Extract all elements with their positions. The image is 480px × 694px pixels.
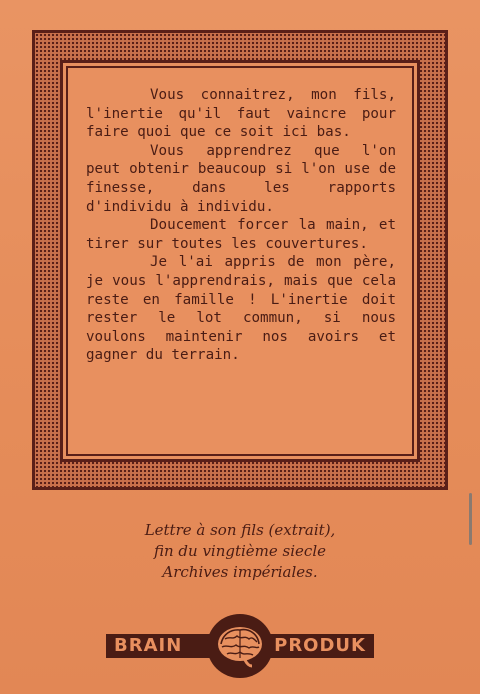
caption (0, 520, 480, 583)
letter-text (86, 86, 396, 365)
brain-produk-logo (106, 614, 374, 678)
letter-paragraph-1: Vous connaitrez, mon fils, l'inertie qu'il faut vaincre pour faire quoi que ce soit ici bas. (86, 87, 396, 141)
logo-word-produk: PRODUK (274, 635, 366, 656)
brain-icon (207, 614, 273, 678)
letter-paragraph-2: Vous apprendrez que l'on peut obtenir beaucoup si l'on use de finesse, dans les rapports d'individu à individu. (86, 142, 396, 215)
letter-paragraph-4: Je l'ai appris de mon père, je vous l'apprendrais, mais que cela reste en famille ! L'inertie doit rester le lot commun, si nous voulons maintenir nos avoirs et gagner du terrain. (86, 254, 396, 364)
logo-word-brain: BRAIN (114, 635, 183, 656)
letter-paragraph-3: Doucement forcer la main, et tirer sur toutes les couvertures. (86, 217, 396, 252)
caption-line-1: Lettre à son fils (extrait), (144, 521, 336, 539)
caption-line-3: Archives impériales. (162, 563, 318, 581)
caption-line-2: fin du vingtième siecle (153, 542, 327, 560)
